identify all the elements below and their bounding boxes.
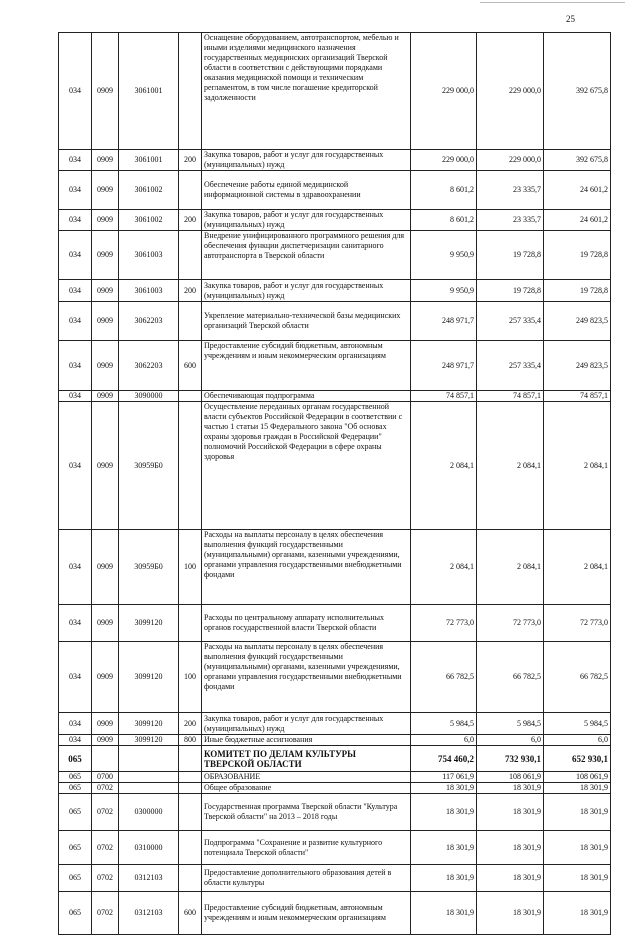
expense-type-cell: 200: [179, 280, 202, 302]
amount-year2-cell: 229 000,0: [477, 150, 544, 171]
target-article-cell: 0310000: [119, 831, 179, 865]
description-cell: Предоставление дополнительного образования детей в области культуры: [202, 865, 411, 892]
description-cell: Обеспечивающая подпрограмма: [202, 391, 411, 402]
expense-type-cell: [179, 783, 202, 794]
target-article-cell: 3099120: [119, 735, 179, 746]
section-code-cell: 0909: [92, 150, 119, 171]
amount-year1-cell: 229 000,0: [411, 150, 477, 171]
section-code-cell: 0909: [92, 231, 119, 280]
ministry-code-cell: 034: [59, 713, 92, 735]
amount-year3-cell: 19 728,8: [544, 280, 611, 302]
table-row: [59, 171, 611, 210]
target-article-cell: 3090000: [119, 391, 179, 402]
target-article-cell: 0300000: [119, 794, 179, 831]
amount-year1-cell: 2 084,1: [411, 530, 477, 605]
expense-type-cell: [179, 302, 202, 341]
description-cell: Предоставление субсидий бюджетным, автономным учреждениям и иным некоммерческим организациям: [202, 341, 411, 391]
description-cell: Оснащение оборудованием, автотранспортом, мебелью и иными изделиями медицинского назначения государственных медицинских организаций Тверской области в соответствии с действующими порядками оказания медицинской помощи и техническим регламентом, в том числе погашение кредиторской задолженности: [202, 33, 411, 150]
amount-year2-cell: 2 084,1: [477, 402, 544, 530]
description-cell: Осуществление переданных органам государственной власти субъектов Российской Федерации в соответствии с частью 1 статьи 15 Федерального закона "Об основах охраны здоровья граждан в Российской Федерации" полномочий Российской Федерации в сфере охраны здоровья: [202, 402, 411, 530]
amount-year3-cell: 72 773,0: [544, 605, 611, 642]
description-cell: Закупка товаров, работ и услуг для государственных (муниципальных) нужд: [202, 150, 411, 171]
section-code-cell: 0702: [92, 892, 119, 935]
amount-year2-cell: 732 930,1: [477, 746, 544, 772]
table-row: [59, 530, 611, 605]
target-article-cell: 3061003: [119, 231, 179, 280]
target-article-cell: 3061001: [119, 150, 179, 171]
amount-year1-cell: 8 601,2: [411, 210, 477, 231]
expense-type-cell: [179, 746, 202, 772]
ministry-code-cell: 065: [59, 831, 92, 865]
amount-year1-cell: 229 000,0: [411, 33, 477, 150]
target-article-cell: 0312103: [119, 865, 179, 892]
ministry-code-cell: 065: [59, 794, 92, 831]
amount-year3-cell: 652 930,1: [544, 746, 611, 772]
description-cell: КОМИТЕТ ПО ДЕЛАМ КУЛЬТУРЫ ТВЕРСКОЙ ОБЛАСТИ: [202, 746, 411, 772]
expense-type-cell: 200: [179, 150, 202, 171]
table-row: [59, 794, 611, 831]
amount-year2-cell: 18 301,9: [477, 783, 544, 794]
ministry-code-cell: 034: [59, 280, 92, 302]
expense-type-cell: 600: [179, 892, 202, 935]
amount-year2-cell: 23 335,7: [477, 171, 544, 210]
target-article-cell: 30959Б0: [119, 402, 179, 530]
top-rule: [480, 2, 625, 3]
table-row: [59, 210, 611, 231]
target-article-cell: 3061003: [119, 280, 179, 302]
ministry-code-cell: 034: [59, 530, 92, 605]
table-row: [59, 341, 611, 391]
amount-year3-cell: 18 301,9: [544, 865, 611, 892]
target-article-cell: 3062203: [119, 302, 179, 341]
table-row: [59, 831, 611, 865]
amount-year1-cell: 248 971,7: [411, 341, 477, 391]
ministry-code-cell: 065: [59, 772, 92, 783]
amount-year1-cell: 18 301,9: [411, 831, 477, 865]
amount-year2-cell: 19 728,8: [477, 231, 544, 280]
amount-year2-cell: 23 335,7: [477, 210, 544, 231]
section-code-cell: 0909: [92, 341, 119, 391]
ministry-code-cell: 034: [59, 605, 92, 642]
section-code-cell: 0702: [92, 865, 119, 892]
description-cell: Закупка товаров, работ и услуг для государственных (муниципальных) нужд: [202, 210, 411, 231]
section-code-cell: 0909: [92, 642, 119, 713]
amount-year2-cell: 229 000,0: [477, 33, 544, 150]
amount-year2-cell: 19 728,8: [477, 280, 544, 302]
amount-year3-cell: 108 061,9: [544, 772, 611, 783]
section-code-cell: 0909: [92, 735, 119, 746]
amount-year3-cell: 18 301,9: [544, 794, 611, 831]
table-row: [59, 33, 611, 150]
page-number: 25: [566, 14, 575, 24]
target-article-cell: 3061001: [119, 33, 179, 150]
target-article-cell: 0312103: [119, 892, 179, 935]
table-row: [59, 231, 611, 280]
amount-year1-cell: 9 950,9: [411, 231, 477, 280]
ministry-code-cell: 065: [59, 892, 92, 935]
description-cell: Расходы на выплаты персоналу в целях обеспечения выполнения функций государственными (муниципальными) органами, казенными учреждениями, органами управления государственными внебюджетными фондами: [202, 530, 411, 605]
expense-type-cell: 100: [179, 642, 202, 713]
description-cell: Расходы на выплаты персоналу в целях обеспечения выполнения функций государственными (муниципальными) органами, казенными учреждениями, органами управления государственными внебюджетными фондами: [202, 642, 411, 713]
amount-year3-cell: 24 601,2: [544, 210, 611, 231]
amount-year2-cell: 257 335,4: [477, 302, 544, 341]
ministry-code-cell: 065: [59, 865, 92, 892]
amount-year1-cell: 9 950,9: [411, 280, 477, 302]
table-row: [59, 391, 611, 402]
amount-year2-cell: 5 984,5: [477, 713, 544, 735]
ministry-code-cell: 034: [59, 391, 92, 402]
table-row: [59, 865, 611, 892]
amount-year1-cell: 2 084,1: [411, 402, 477, 530]
amount-year3-cell: 18 301,9: [544, 831, 611, 865]
amount-year1-cell: 248 971,7: [411, 302, 477, 341]
target-article-cell: 30959Б0: [119, 530, 179, 605]
expense-type-cell: [179, 605, 202, 642]
expense-type-cell: [179, 171, 202, 210]
amount-year3-cell: 2 084,1: [544, 402, 611, 530]
amount-year3-cell: 74 857,1: [544, 391, 611, 402]
amount-year3-cell: 18 301,9: [544, 892, 611, 935]
amount-year1-cell: 754 460,2: [411, 746, 477, 772]
amount-year3-cell: 18 301,9: [544, 783, 611, 794]
amount-year2-cell: 18 301,9: [477, 892, 544, 935]
table-row: [59, 605, 611, 642]
ministry-code-cell: 034: [59, 302, 92, 341]
table-row: [59, 402, 611, 530]
amount-year2-cell: 74 857,1: [477, 391, 544, 402]
amount-year1-cell: 18 301,9: [411, 783, 477, 794]
amount-year2-cell: 108 061,9: [477, 772, 544, 783]
description-cell: Закупка товаров, работ и услуг для государственных (муниципальных) нужд: [202, 280, 411, 302]
section-code-cell: 0909: [92, 33, 119, 150]
amount-year1-cell: 5 984,5: [411, 713, 477, 735]
section-code-cell: 0702: [92, 831, 119, 865]
table-row: [59, 892, 611, 935]
description-cell: Подпрограмма "Сохранение и развитие культурного потенциала Тверской области": [202, 831, 411, 865]
amount-year3-cell: 249 823,5: [544, 302, 611, 341]
section-code-cell: 0909: [92, 391, 119, 402]
description-cell: Обеспечение работы единой медицинской информационной системы в здравоохранении: [202, 171, 411, 210]
ministry-code-cell: 034: [59, 33, 92, 150]
ministry-code-cell: 034: [59, 341, 92, 391]
section-code-cell: 0909: [92, 302, 119, 341]
table-row: [59, 783, 611, 794]
target-article-cell: 3099120: [119, 605, 179, 642]
amount-year2-cell: 66 782,5: [477, 642, 544, 713]
amount-year2-cell: 18 301,9: [477, 794, 544, 831]
description-cell: Укрепление материально-технической базы медицинских организаций Тверской области: [202, 302, 411, 341]
expense-type-cell: 200: [179, 210, 202, 231]
section-code-cell: 0909: [92, 280, 119, 302]
expense-type-cell: [179, 391, 202, 402]
amount-year3-cell: 6,0: [544, 735, 611, 746]
expense-type-cell: 600: [179, 341, 202, 391]
section-code-cell: 0909: [92, 402, 119, 530]
expense-type-cell: [179, 865, 202, 892]
description-cell: Предоставление субсидий бюджетным, автономным учреждениям и иным некоммерческим организациям: [202, 892, 411, 935]
amount-year3-cell: 24 601,2: [544, 171, 611, 210]
ministry-code-cell: 034: [59, 231, 92, 280]
section-code-cell: 0909: [92, 210, 119, 231]
amount-year3-cell: 392 675,8: [544, 150, 611, 171]
ministry-code-cell: 034: [59, 735, 92, 746]
table-row: [59, 150, 611, 171]
table-row: [59, 302, 611, 341]
amount-year1-cell: 18 301,9: [411, 865, 477, 892]
amount-year3-cell: 249 823,5: [544, 341, 611, 391]
section-code-cell: 0909: [92, 605, 119, 642]
description-cell: Государственная программа Тверской области "Культура Тверской области" на 2013 – 2018 годы: [202, 794, 411, 831]
target-article-cell: 3061002: [119, 171, 179, 210]
expense-type-cell: [179, 831, 202, 865]
amount-year3-cell: 392 675,8: [544, 33, 611, 150]
table-row: [59, 280, 611, 302]
target-article-cell: 3062203: [119, 341, 179, 391]
expense-type-cell: 100: [179, 530, 202, 605]
amount-year2-cell: 6,0: [477, 735, 544, 746]
ministry-code-cell: 034: [59, 642, 92, 713]
ministry-code-cell: 034: [59, 171, 92, 210]
amount-year3-cell: 66 782,5: [544, 642, 611, 713]
amount-year2-cell: 18 301,9: [477, 865, 544, 892]
table-row: [59, 735, 611, 746]
table-row: [59, 713, 611, 735]
target-article-cell: [119, 746, 179, 772]
amount-year1-cell: 18 301,9: [411, 892, 477, 935]
ministry-code-cell: 065: [59, 746, 92, 772]
target-article-cell: 3099120: [119, 642, 179, 713]
expense-type-cell: [179, 772, 202, 783]
target-article-cell: 3061002: [119, 210, 179, 231]
amount-year3-cell: 19 728,8: [544, 231, 611, 280]
amount-year1-cell: 6,0: [411, 735, 477, 746]
section-code-cell: [92, 746, 119, 772]
table-row: [59, 642, 611, 713]
expense-type-cell: [179, 231, 202, 280]
amount-year1-cell: 74 857,1: [411, 391, 477, 402]
section-code-cell: 0909: [92, 530, 119, 605]
amount-year2-cell: 257 335,4: [477, 341, 544, 391]
ministry-code-cell: 034: [59, 150, 92, 171]
amount-year3-cell: 2 084,1: [544, 530, 611, 605]
section-code-cell: 0909: [92, 713, 119, 735]
table-row: [59, 772, 611, 783]
expense-type-cell: [179, 33, 202, 150]
target-article-cell: [119, 772, 179, 783]
amount-year1-cell: 72 773,0: [411, 605, 477, 642]
amount-year3-cell: 5 984,5: [544, 713, 611, 735]
amount-year1-cell: 117 061,9: [411, 772, 477, 783]
expense-type-cell: [179, 794, 202, 831]
description-cell: Внедрение унифицированного программного решения для обеспечения функции диспетчеризации санитарного автотранспорта в Тверской области: [202, 231, 411, 280]
section-code-cell: 0909: [92, 171, 119, 210]
target-article-cell: 3099120: [119, 713, 179, 735]
amount-year1-cell: 8 601,2: [411, 171, 477, 210]
amount-year1-cell: 18 301,9: [411, 794, 477, 831]
amount-year1-cell: 66 782,5: [411, 642, 477, 713]
description-cell: ОБРАЗОВАНИЕ: [202, 772, 411, 783]
target-article-cell: [119, 783, 179, 794]
ministry-code-cell: 034: [59, 402, 92, 530]
section-code-cell: 0700: [92, 772, 119, 783]
table-row: [59, 746, 611, 772]
ministry-code-cell: 034: [59, 210, 92, 231]
amount-year2-cell: 18 301,9: [477, 831, 544, 865]
budget-table: [58, 32, 611, 935]
description-cell: Расходы по центральному аппарату исполнительных органов государственной власти Тверской области: [202, 605, 411, 642]
description-cell: Иные бюджетные ассигнования: [202, 735, 411, 746]
ministry-code-cell: 065: [59, 783, 92, 794]
expense-type-cell: 800: [179, 735, 202, 746]
expense-type-cell: 200: [179, 713, 202, 735]
description-cell: Закупка товаров, работ и услуг для государственных (муниципальных) нужд: [202, 713, 411, 735]
expense-type-cell: [179, 402, 202, 530]
section-code-cell: 0702: [92, 783, 119, 794]
amount-year2-cell: 72 773,0: [477, 605, 544, 642]
section-code-cell: 0702: [92, 794, 119, 831]
amount-year2-cell: 2 084,1: [477, 530, 544, 605]
description-cell: Общее образование: [202, 783, 411, 794]
